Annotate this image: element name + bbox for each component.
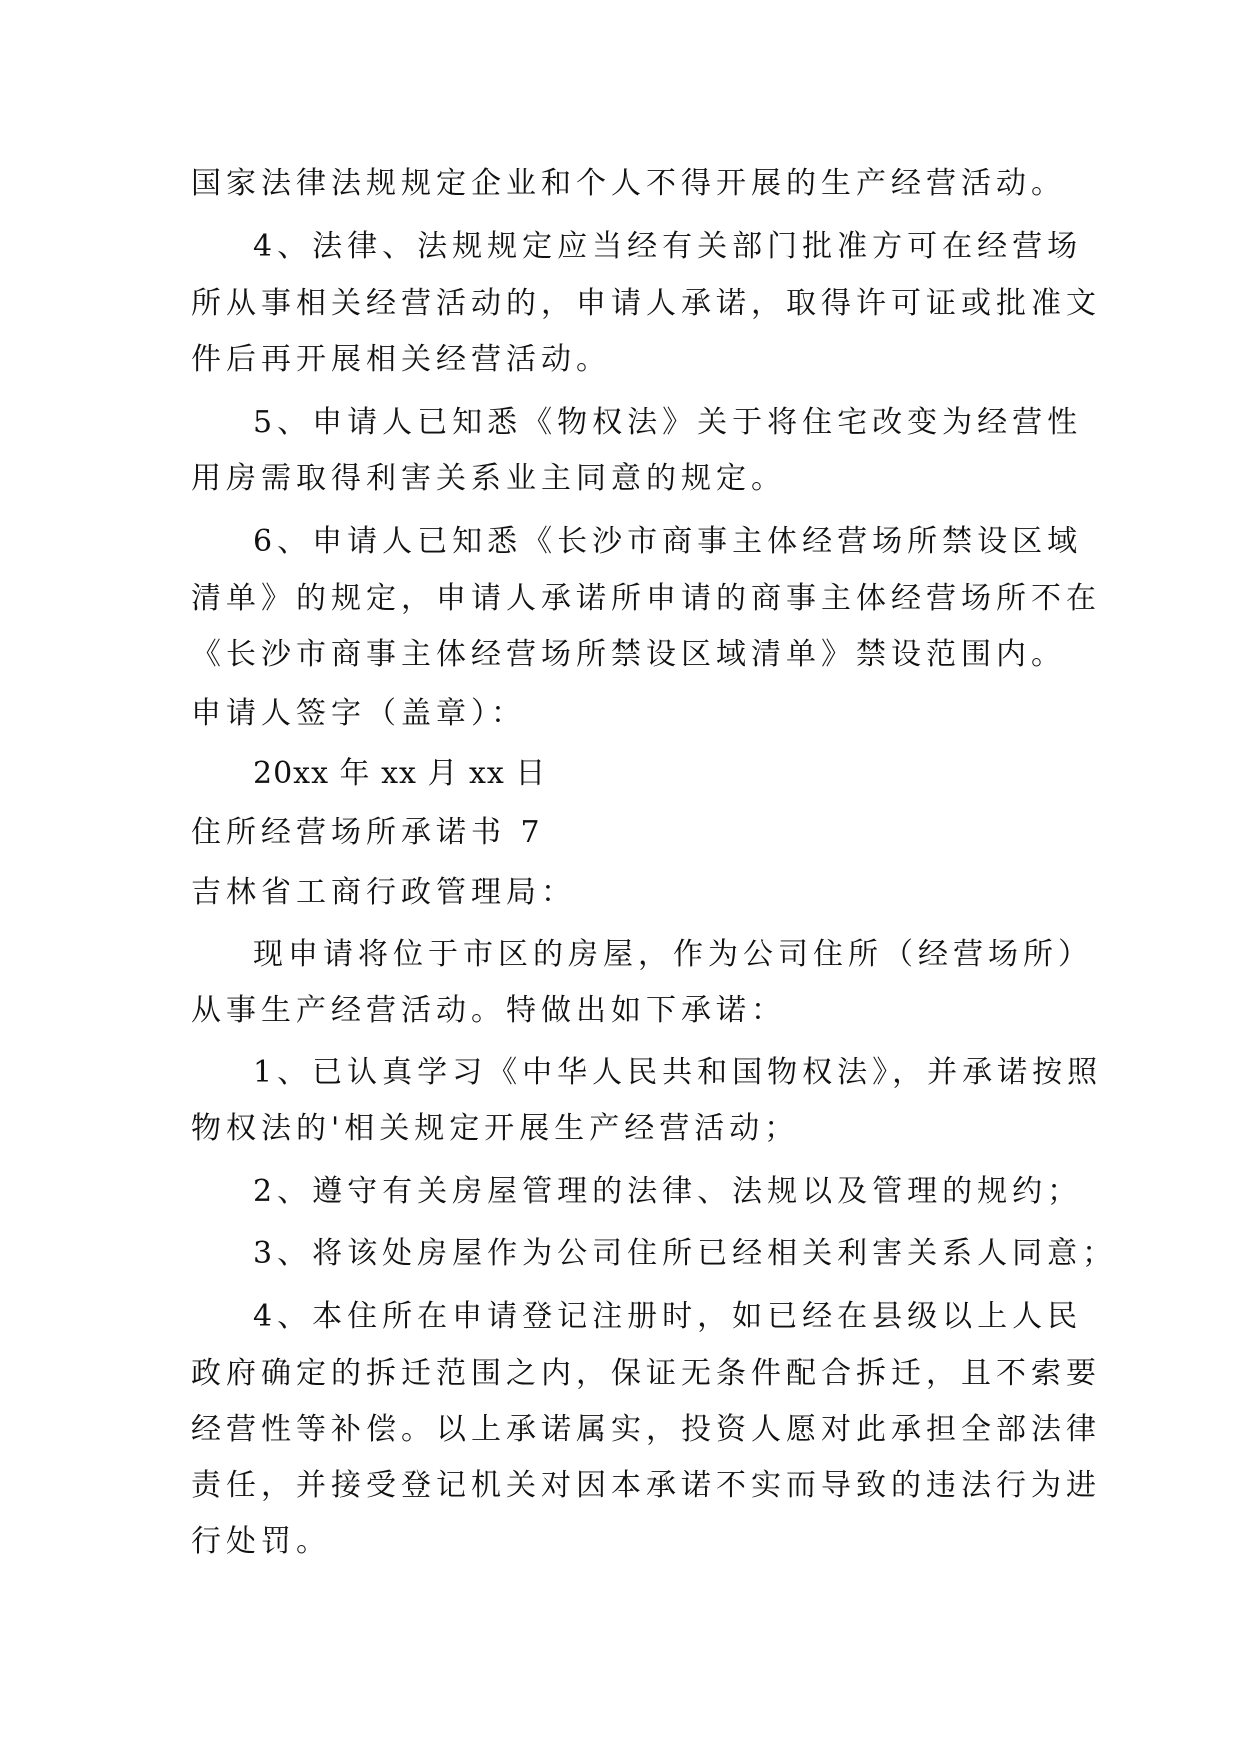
text-line: 从事生产经营活动。特做出如下承诺： [191,993,786,1028]
signature-label: 申请人签字（盖章）： [191,696,526,731]
text-line: 2、遵守有关房屋管理的法律、法规以及管理的规约； [253,1174,1083,1209]
addressee: 吉林省工商行政管理局： [191,875,576,910]
section-title: 住所经营场所承诺书 7 [191,815,545,850]
text-line: 《长沙市商事主体经营场所禁设区域清单》禁设范围内。 [191,637,1066,672]
text-line: 责任，并接受登记机关对因本承诺不实而导致的违法行为进 [191,1468,1101,1503]
text-line: 政府确定的拆迁范围之内，保证无条件配合拆迁，且不索要 [191,1356,1101,1391]
text-line: 6、申请人已知悉《长沙市商事主体经营场所禁设区域 [253,524,1083,559]
text-line: 国家法律法规规定企业和个人不得开展的生产经营活动。 [191,166,1066,201]
text-line: 5、申请人已知悉《物权法》关于将住宅改变为经营性 [253,405,1083,440]
text-line: 3、将该处房屋作为公司住所已经相关利害关系人同意； [253,1236,1118,1271]
date-line: 20xx 年 xx 月 xx 日 [253,756,547,791]
text-line: 所从事相关经营活动的，申请人承诺，取得许可证或批准文 [191,286,1101,321]
text-line: 行处罚。 [191,1524,331,1559]
text-line: 物权法的'相关规定开展生产经营活动； [191,1111,800,1146]
text-line: 件后再开展相关经营活动。 [191,342,611,377]
text-line: 4、本住所在申请登记注册时，如已经在县级以上人民 [253,1299,1083,1334]
text-line: 经营性等补偿。以上承诺属实，投资人愿对此承担全部法律 [191,1412,1101,1447]
text-line: 4、法律、法规规定应当经有关部门批准方可在经营场 [253,229,1083,264]
text-line: 现申请将位于市区的房屋，作为公司住所（经营场所） [253,937,1093,972]
text-line: 用房需取得利害关系业主同意的规定。 [191,461,786,496]
text-line: 清单》的规定，申请人承诺所申请的商事主体经营场所不在 [191,581,1101,616]
text-line: 1、已认真学习《中华人民共和国物权法》，并承诺按照 [253,1055,1103,1090]
